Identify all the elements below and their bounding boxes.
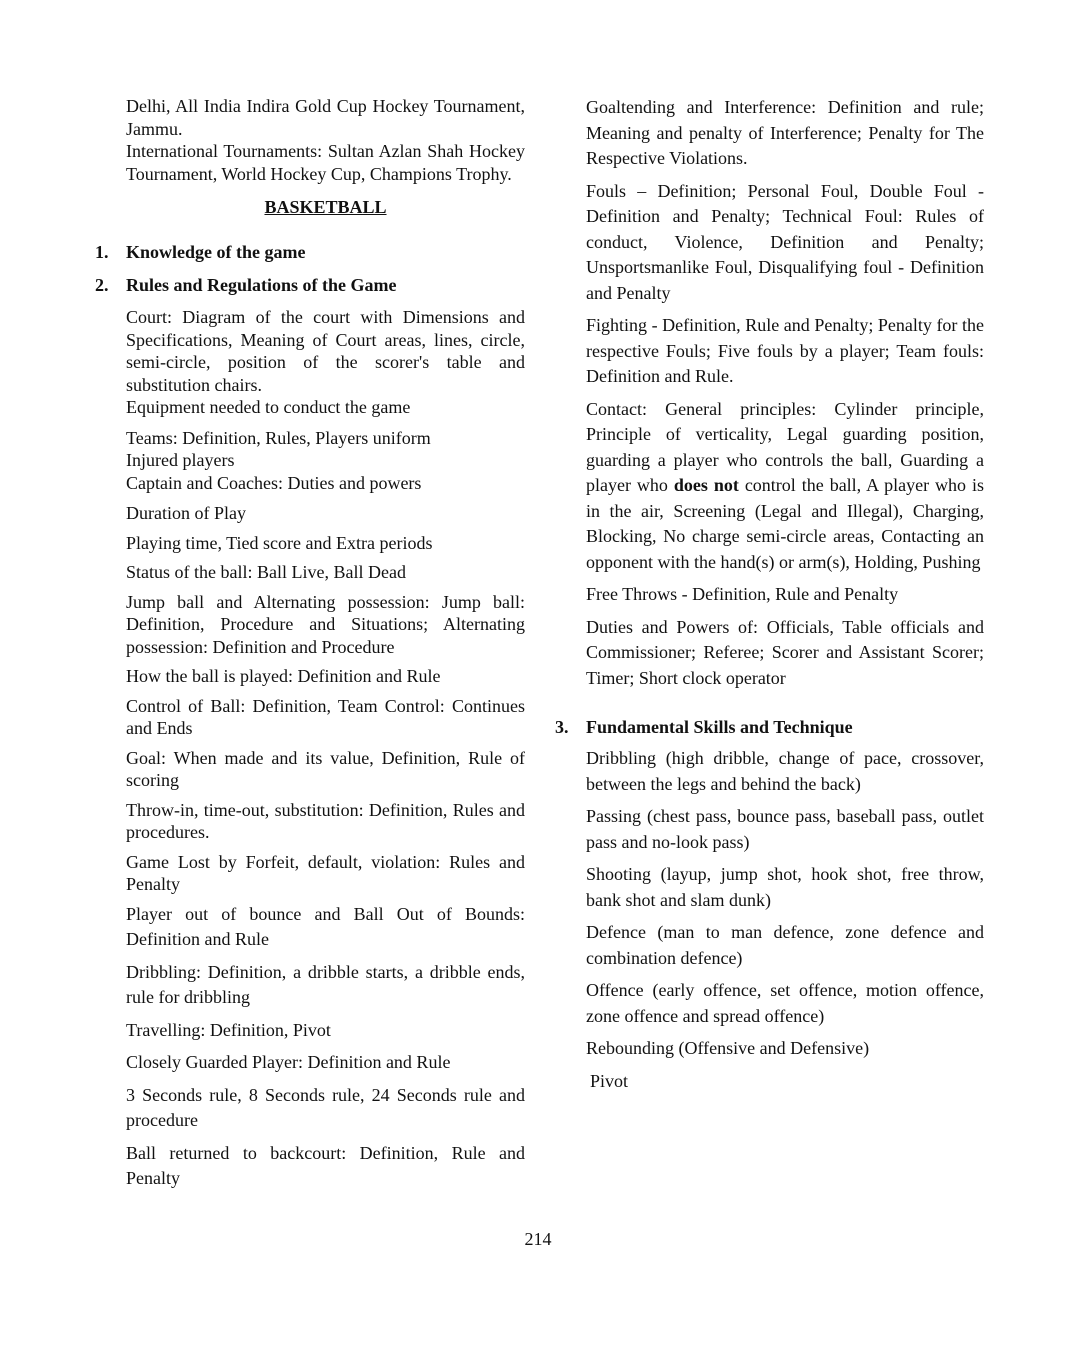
list-item: Game Lost by Forfeit, default, violation: Rules and Penalty <box>126 851 525 894</box>
list-item: 3 Seconds rule, 8 Seconds rule, 24 Seconds rule and procedure <box>126 1084 525 1130</box>
list-item: Captain and Coaches: Duties and powers <box>126 472 422 493</box>
list-item: Jump ball and Alternating possession: Jump ball: Definition, Procedure and Situations; Alternating possession: Definition and Procedure <box>126 591 525 657</box>
list-item: Closely Guarded Player: Definition and Rule <box>126 1052 451 1072</box>
skill-item: Passing (chest pass, bounce pass, baseball pass, outlet pass and no-look pass) <box>586 806 984 852</box>
page-number: 214 <box>524 1229 552 1249</box>
list-item: Travelling: Definition, Pivot <box>126 1019 331 1040</box>
list-item: Fighting - Definition, Rule and Penalty; Penalty for the respective Fouls; Five fouls by a player; Team fouls: Definition and Rule. <box>586 315 984 386</box>
left-column <box>95 95 525 1192</box>
heading-text: Rules and Regulations of the Game <box>126 275 397 295</box>
list-item: Equipment needed to conduct the game <box>126 397 411 417</box>
list-item: Playing time, Tied score and Extra periods <box>126 532 433 553</box>
contact-bold-text: does not <box>673 475 739 495</box>
skill-item: Pivot <box>590 1070 629 1091</box>
list-item: Goal: When made and its value, Definition, Rule of scoring <box>126 747 525 790</box>
heading-rules <box>95 273 525 297</box>
heading-number: 1. <box>95 242 109 262</box>
list-item: Free Throws - Definition, Rule and Penalty <box>586 584 899 604</box>
section-title: BASKETBALL <box>264 197 387 217</box>
list-item: Court: Diagram of the court with Dimensions and Specifications, Meaning of Court areas, lines, circle, semi-circle, position of the scorer's table and substitution chairs. <box>126 307 525 395</box>
list-item: Dribbling: Definition, a dribble starts, a dribble ends, rule for dribbling <box>126 961 525 1007</box>
intro-text-2: International Tournaments: Sultan Azlan Shah Hockey Tournament, World Hockey Cup, Champions Trophy. <box>126 141 525 184</box>
list-item: Duration of Play <box>126 503 246 523</box>
list-item: Teams: Definition, Rules, Players uniform <box>126 427 431 448</box>
contact-item <box>586 397 984 576</box>
right-column <box>555 95 984 1094</box>
list-item: Player out of bounce and Ball Out of Bounds: Definition and Rule <box>126 903 525 949</box>
heading-number: 3. <box>555 717 569 737</box>
list-item: Injured players <box>126 450 235 470</box>
list-item: How the ball is played: Definition and Rule <box>126 666 441 686</box>
skill-item: Shooting (layup, jump shot, hook shot, free throw, bank shot and slam dunk) <box>586 864 984 910</box>
heading-text: Knowledge of the game <box>126 242 306 262</box>
list-item: Status of the ball: Ball Live, Ball Dead <box>126 562 406 582</box>
skill-item: Rebounding (Offensive and Defensive) <box>586 1038 870 1058</box>
heading-text: Fundamental Skills and Technique <box>586 717 853 737</box>
list-item: Ball returned to backcourt: Definition, Rule and Penalty <box>126 1142 525 1188</box>
contact-text-end: control the ball, A player who is in the air, Screening (Legal and Illegal), Charging, Blocking, No charge semi-circle areas, Contacting an opponent with the hand(s) or arm(s), Holding, Pushing <box>586 475 984 572</box>
list-item: Control of Ball: Definition, Team Control: Continues and Ends <box>126 695 525 738</box>
list-item: Fouls – Definition; Personal Foul, Double Foul - Definition and Penalty; Technical Foul: Rules of conduct, Violence, Definition and Penalty; Unsportsmanlike Foul, Disqualifying foul - Definition and Penalty <box>586 180 984 303</box>
heading-number: 2. <box>95 275 109 295</box>
intro-text-1: Delhi, All India Indira Gold Cup Hockey Tournament, Jammu. <box>126 96 525 139</box>
contact-text-start: Contact: General principles: Cylinder principle, Principle of verticality, Legal guarding position, guarding a player who controls the ball, Guarding a player who <box>586 398 984 495</box>
heading-skills <box>555 715 984 739</box>
list-item: Duties and Powers of: Officials, Table officials and Commissioner; Referee; Scorer and Assistant Scorer; Timer; Short clock operator <box>586 616 984 688</box>
list-item: Goaltending and Interference: Definition and rule; Meaning and penalty of Interference; Penalty for The Respective Violations. <box>586 97 984 168</box>
list-item: Throw-in, time-out, substitution: Definition, Rules and procedures. <box>126 799 525 842</box>
heading-knowledge <box>95 240 525 264</box>
skill-item: Offence (early offence, set offence, motion offence, zone offence and spread offence) <box>586 980 984 1026</box>
skill-item: Defence (man to man defence, zone defence and combination defence) <box>586 922 984 968</box>
skill-item: Dribbling (high dribble, change of pace, crossover, between the legs and behind the back) <box>586 748 984 794</box>
